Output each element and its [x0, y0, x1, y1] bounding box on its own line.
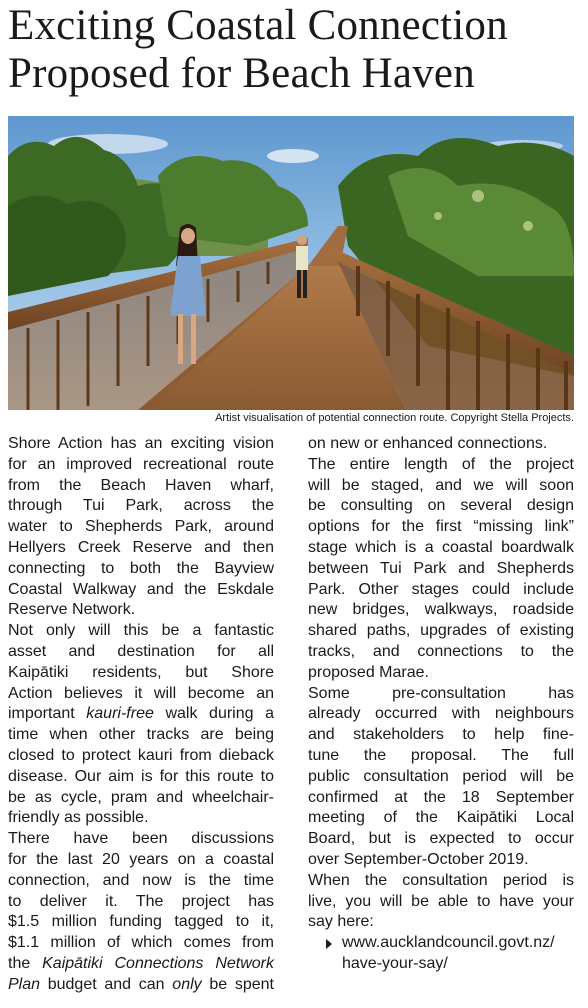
text-line: from the Beach Haven wharf,: [8, 476, 274, 494]
text-line: confirmed at the 18 September: [308, 788, 574, 806]
text-line: There have been discussions: [8, 830, 274, 848]
text-line: over September-October 2019.: [308, 850, 529, 868]
text-line: connecting to both the Bayview: [8, 559, 274, 577]
text-line: for the last 20 years on a coastal: [8, 850, 274, 868]
text-line: for an improved recreational route: [8, 455, 274, 473]
text-line: Action believes it will become an: [8, 684, 274, 702]
text-line: connection, and now is the time: [8, 871, 274, 889]
text-line: Plan budget and can only be spent: [8, 975, 275, 993]
text-line: tracks, and connections to the: [308, 642, 574, 660]
text-line: friendly as possible.: [8, 809, 149, 827]
text-line: proposed Marae.: [308, 663, 429, 681]
text-line: through Tui Park, across the: [8, 497, 274, 515]
text-line: Board, but is expected to occur: [308, 830, 574, 848]
text-line: and stakeholders to help fine-: [308, 726, 574, 744]
text-line: $1.1 million of which comes from: [8, 934, 274, 952]
boardwalk-visualisation-image: [8, 116, 574, 410]
text-line: meeting of the Kaipātiki Local: [308, 809, 574, 827]
text-line: The entire length of the project: [308, 455, 574, 473]
plan-name-emphasis-end: Plan: [8, 975, 41, 993]
paragraph-vision: [8, 434, 274, 621]
link-url-line-2[interactable]: have-your-say/: [342, 954, 448, 972]
text-line: public consultation period will be: [308, 767, 574, 785]
text-line: Kaipātiki residents, but Shore: [8, 663, 274, 681]
article-column-left: [8, 434, 274, 996]
paragraph-staging: [308, 455, 574, 684]
text-line: Some pre-consultation has: [308, 684, 574, 702]
text-line: be as cycle, pram and wheelchair-: [8, 788, 274, 806]
text-line: closed to protect kauri from dieback: [8, 746, 274, 764]
text-line: disease. Our aim is for this route to: [8, 767, 274, 785]
text-line: on new or enhanced connections.: [308, 435, 548, 452]
only-emphasis: only: [172, 975, 202, 993]
text-line: tune the proposal. The full: [308, 746, 574, 764]
text-line: stage which is a coastal boardwalk: [308, 538, 574, 556]
text-line: Hellyers Creek Reserve and then: [8, 538, 274, 556]
text-line: shared paths, upgrades of existing: [308, 622, 574, 640]
text-line: options for the first “missing link”: [308, 518, 574, 536]
text-line: live, you will be able to have your: [308, 892, 574, 910]
paragraph-discussions-end: [308, 434, 574, 455]
text-line: to deliver it. The project has: [8, 892, 274, 910]
article-headline: [8, 2, 584, 98]
text-line: time when other tracks are being: [8, 726, 274, 744]
text-line: When the consultation period is: [308, 871, 574, 889]
text-line: Park. Other stages could include: [308, 580, 574, 598]
text-line: Coastal Walkway and the Eskdale: [8, 580, 274, 598]
text-line: important kauri-free walk during a: [8, 705, 274, 723]
text-line: will be staged, and we will soon: [308, 476, 574, 494]
text-line: be consulting on several design: [308, 497, 574, 515]
text-line: $1.5 million funding tagged to it,: [8, 913, 274, 931]
triangle-right-icon: [326, 939, 332, 949]
text-line: between Tui Park and Shepherds: [308, 559, 574, 577]
text-line: new bridges, walkways, roadside: [308, 601, 574, 619]
text-line: water to Shepherds Park, around: [8, 518, 274, 536]
headline-line-1: Exciting Coastal Connection: [8, 2, 508, 49]
text-line: Reserve Network.: [8, 601, 136, 619]
plan-name-emphasis: Kaipātiki Connections Network: [42, 954, 274, 972]
text-line: Not only will this be a fantastic: [8, 622, 274, 640]
paragraph-consultation: [308, 684, 574, 871]
text-line: Shore Action has an exciting vision: [8, 435, 274, 452]
text-line: the Kaipātiki Connections Network: [8, 954, 274, 972]
text-line: already occurred with neighbours: [308, 705, 574, 723]
link-url-line-1[interactable]: www.aucklandcouncil.govt.nz/: [342, 934, 555, 952]
paragraph-asset: [8, 621, 274, 829]
text-line: say here:: [308, 913, 374, 931]
text-line: asset and destination for all: [8, 642, 274, 660]
paragraph-discussions: [8, 829, 274, 995]
article-column-right: [308, 434, 574, 975]
paragraph-have-your-say: [308, 871, 574, 933]
photo-caption: Artist visualisation of potential connection route. Copyright Stella Projects.: [215, 412, 574, 424]
kauri-free-emphasis: kauri-free: [86, 705, 154, 723]
headline-line-2: Proposed for Beach Haven: [8, 50, 475, 97]
have-your-say-link[interactable]: [308, 933, 574, 975]
